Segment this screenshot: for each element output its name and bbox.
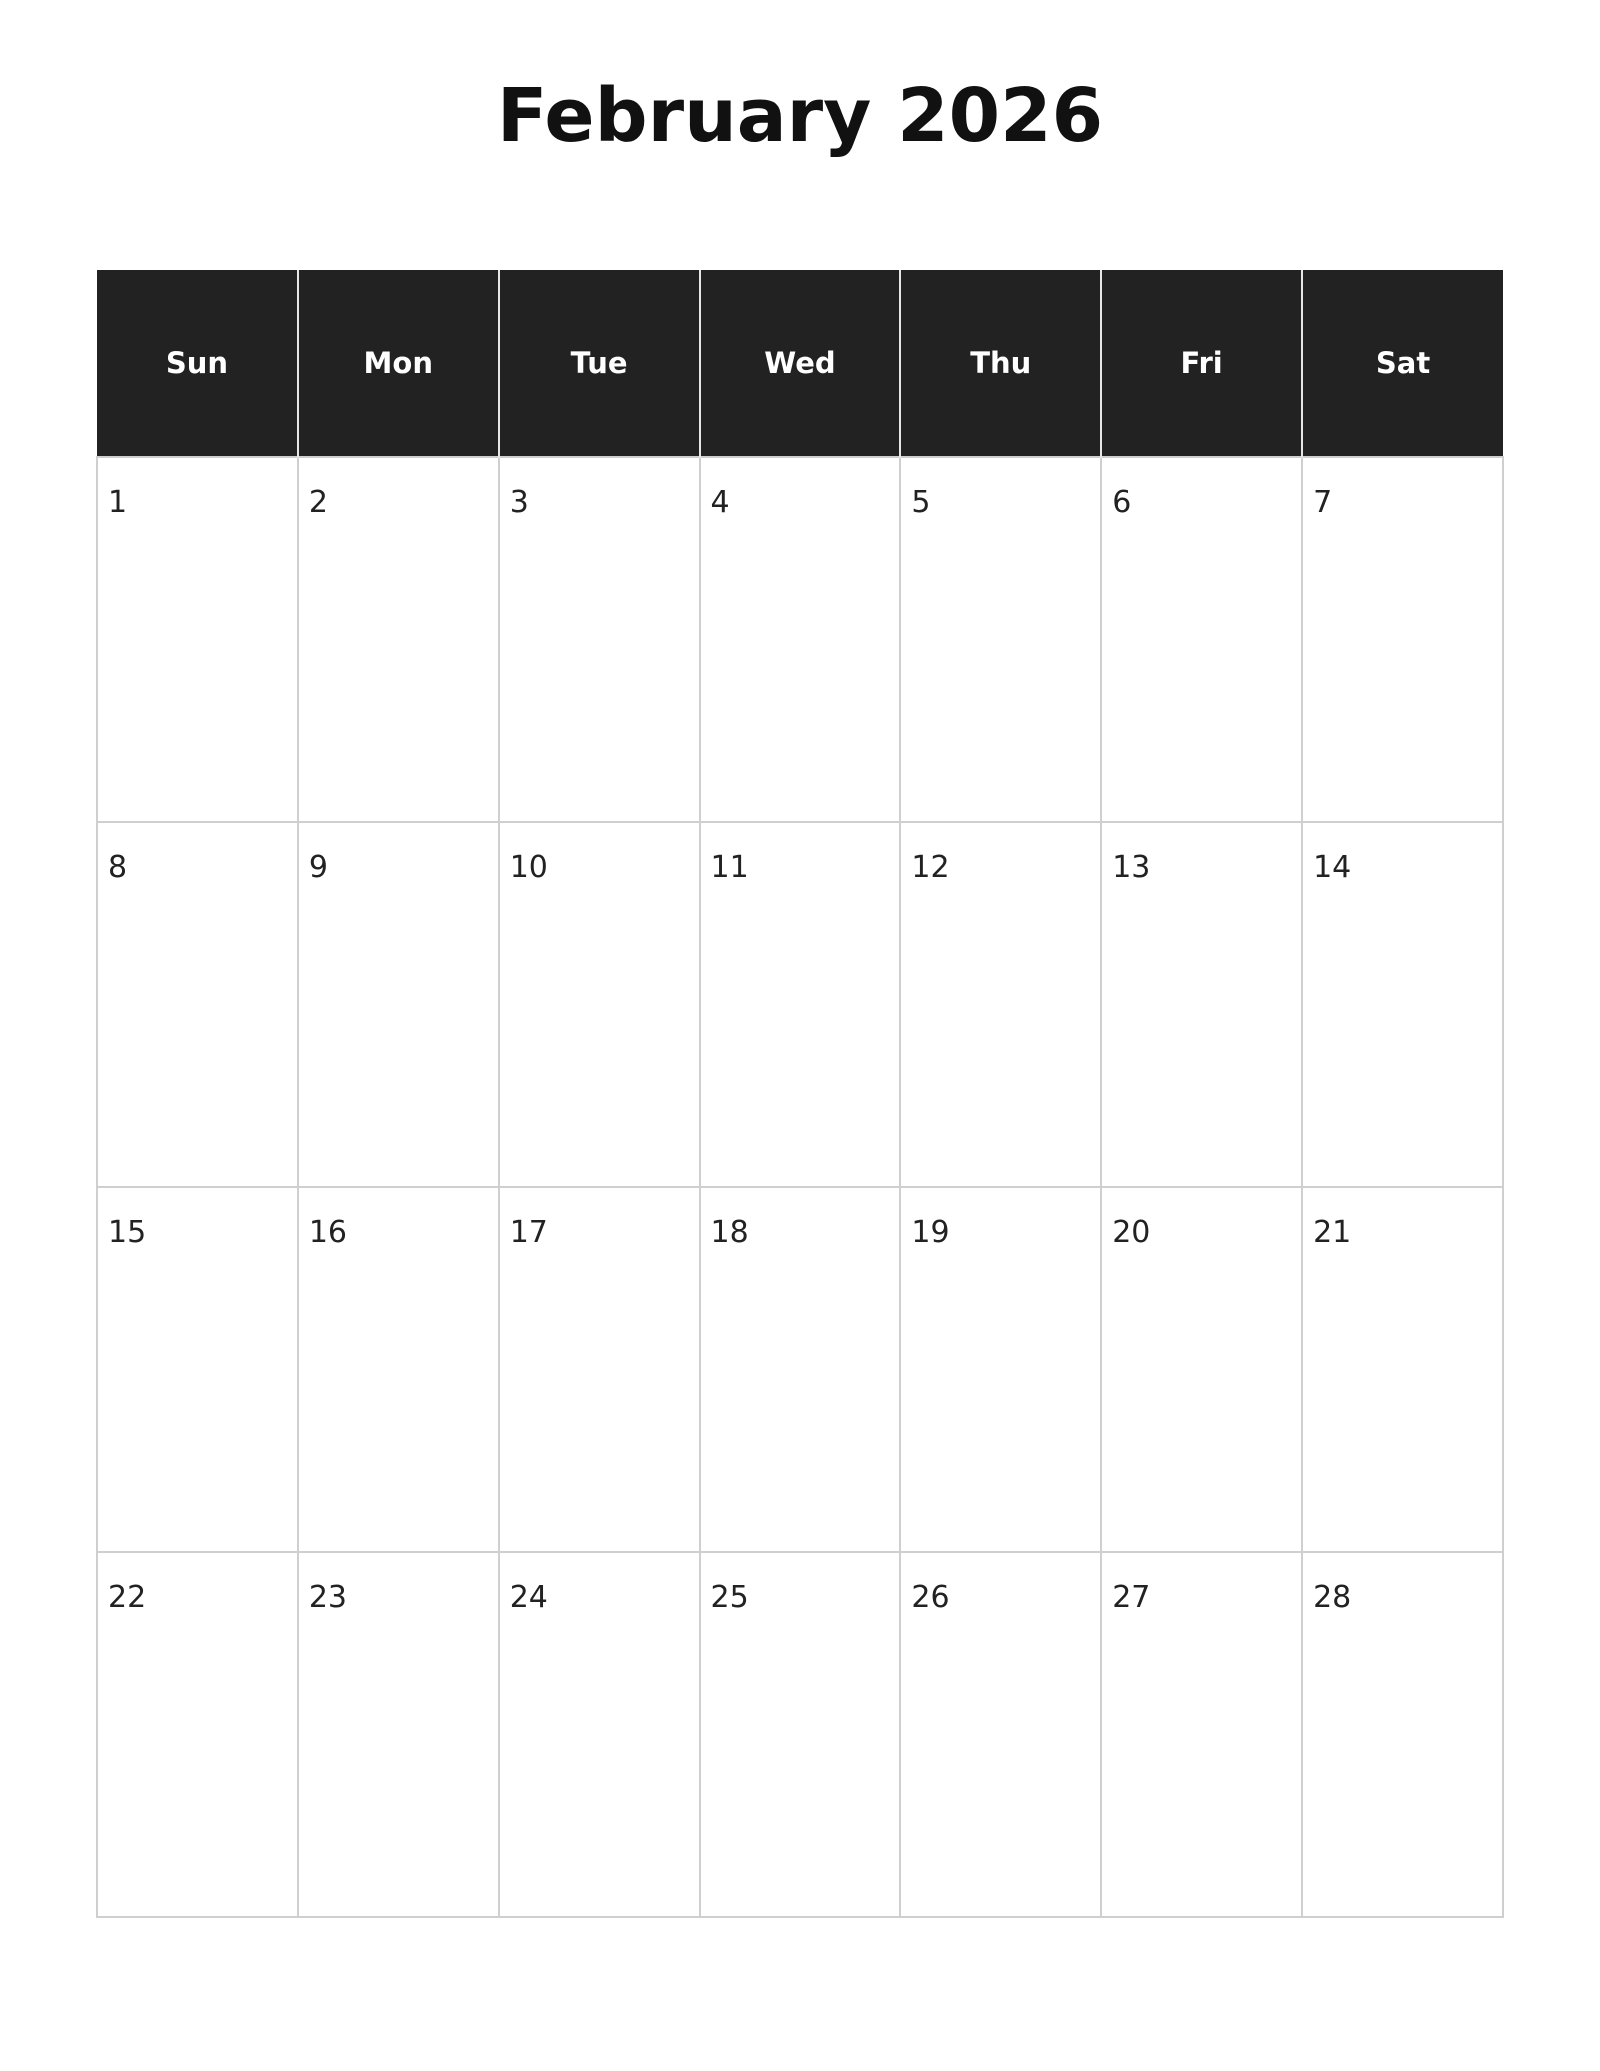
day-cell[interactable] (900, 457, 1101, 822)
weekday-header-tue: Tue (499, 270, 700, 457)
day-number: 25 (710, 1580, 749, 1615)
day-cell[interactable] (1101, 457, 1302, 822)
day-number: 18 (710, 1215, 749, 1250)
day-cell[interactable] (298, 1552, 499, 1917)
day-number: 9 (308, 850, 328, 885)
week-row-1 (97, 457, 1503, 822)
day-number: 24 (509, 1580, 548, 1615)
day-cell[interactable] (700, 457, 901, 822)
day-number: 10 (509, 850, 548, 885)
day-cell[interactable] (499, 822, 700, 1187)
day-cell[interactable] (97, 457, 298, 822)
day-cell[interactable] (97, 822, 298, 1187)
day-number: 8 (108, 850, 128, 885)
day-cell[interactable] (1101, 822, 1302, 1187)
day-number: 17 (509, 1215, 548, 1250)
day-cell[interactable] (1101, 1187, 1302, 1552)
day-cell[interactable] (298, 457, 499, 822)
calendar-grid (96, 270, 1504, 1918)
week-row-2 (97, 822, 1503, 1187)
weekday-header-thu: Thu (900, 270, 1101, 457)
day-number: 28 (1313, 1580, 1352, 1615)
day-number: 14 (1313, 850, 1352, 885)
day-cell[interactable] (499, 1552, 700, 1917)
day-number: 7 (1313, 485, 1333, 520)
day-number: 4 (710, 485, 730, 520)
day-number: 22 (108, 1580, 147, 1615)
day-cell[interactable] (900, 1187, 1101, 1552)
day-number: 26 (911, 1580, 950, 1615)
day-cell[interactable] (1302, 457, 1503, 822)
day-cell[interactable] (900, 1552, 1101, 1917)
day-number: 15 (108, 1215, 147, 1250)
day-cell[interactable] (700, 1187, 901, 1552)
day-number: 23 (308, 1580, 348, 1615)
day-cell[interactable] (900, 822, 1101, 1187)
calendar-title: February 2026 (496, 73, 1104, 159)
day-cell[interactable] (1302, 822, 1503, 1187)
weekday-header-row (97, 270, 1503, 457)
day-cell[interactable] (700, 822, 901, 1187)
day-cell[interactable] (1101, 1552, 1302, 1917)
weekday-header-sat: Sat (1302, 270, 1503, 457)
day-number: 19 (911, 1215, 950, 1250)
day-cell[interactable] (97, 1187, 298, 1552)
day-number: 6 (1112, 485, 1132, 520)
day-number: 5 (911, 485, 931, 520)
day-number: 3 (509, 485, 529, 520)
weekday-header-wed: Wed (700, 270, 901, 457)
day-cell[interactable] (298, 822, 499, 1187)
day-number: 21 (1313, 1215, 1352, 1250)
weekday-header-mon: Mon (298, 270, 499, 457)
day-cell[interactable] (700, 1552, 901, 1917)
day-number: 11 (710, 850, 749, 885)
day-cell[interactable] (298, 1187, 499, 1552)
day-cell[interactable] (1302, 1552, 1503, 1917)
day-cell[interactable] (499, 1187, 700, 1552)
day-number: 13 (1112, 850, 1151, 885)
day-number: 12 (911, 850, 950, 885)
week-row-3 (97, 1187, 1503, 1552)
day-number: 16 (308, 1215, 348, 1250)
weekday-header-sun: Sun (97, 270, 298, 457)
day-number: 1 (108, 485, 128, 520)
day-cell[interactable] (1302, 1187, 1503, 1552)
day-number: 27 (1112, 1580, 1151, 1615)
week-row-4 (97, 1552, 1503, 1917)
day-cell[interactable] (97, 1552, 298, 1917)
day-number: 20 (1112, 1215, 1151, 1250)
day-cell[interactable] (499, 457, 700, 822)
day-number: 2 (308, 485, 328, 520)
weekday-header-fri: Fri (1101, 270, 1302, 457)
